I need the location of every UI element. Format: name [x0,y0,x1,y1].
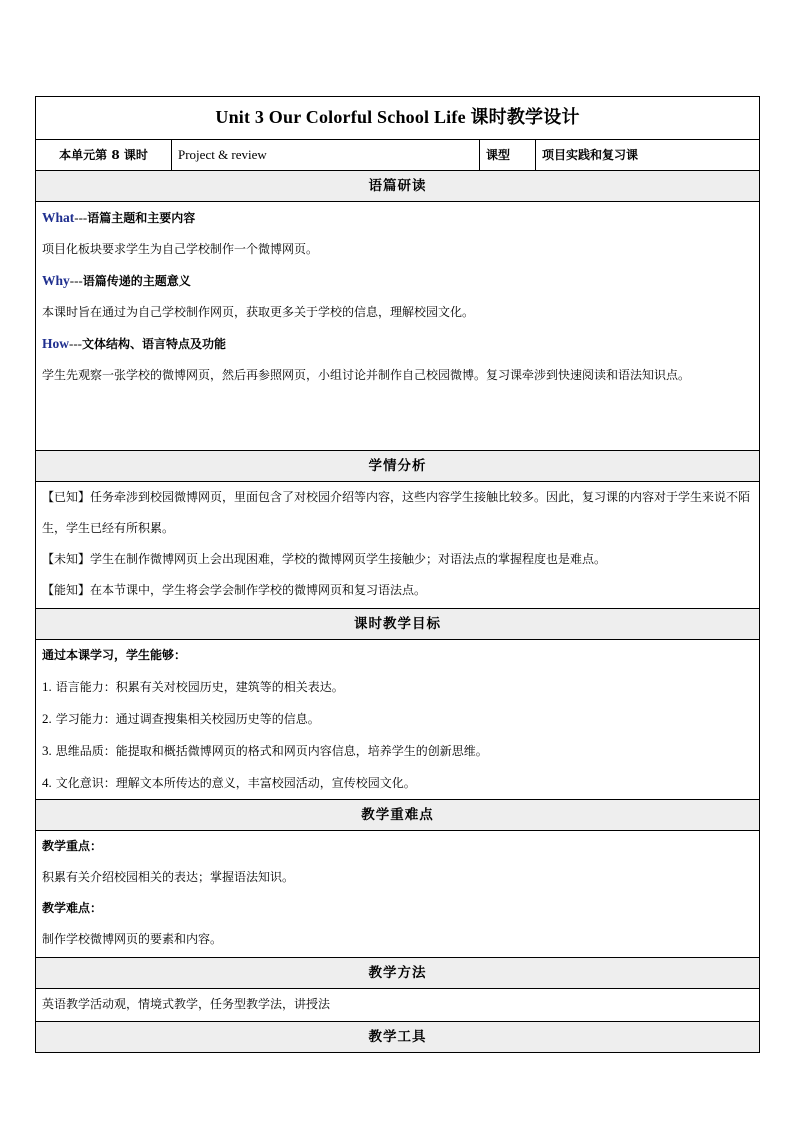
objective-item: 2. 学习能力：通过调查搜集相关校园历史等的信息。 [42,711,320,726]
focus-text: 积累有关介绍校园相关的表达；掌握语法知识。 [42,870,295,884]
how-heading [42,328,753,360]
section-header-reading: 语篇研读 [36,171,760,202]
lesson-type-label: 课型 [480,140,536,171]
analysis-able: 【能知】在本节课中，学生将会学会制作学校的微博网页和复习语法点。 [42,583,427,597]
reading-content [36,202,760,451]
lesson-plan-table [35,96,760,1053]
objectives-intro: 通过本课学习，学生能够： [42,648,187,662]
how-text: 学生先观察一张学校的微博网页，然后再参照网页，小组讨论并制作自己校园微博。复习课牵涉到快速阅读和语法知识点。 [42,368,691,382]
document-title: Unit 3 Our Colorful School Life 课时教学设计 [36,97,760,140]
why-text: 本课时旨在通过为自己学校制作网页，获取更多关于学校的信息，理解校园文化。 [42,305,475,319]
methods-content [36,989,760,1022]
why-separator: --- [69,273,83,288]
what-keyword: What [42,210,75,225]
section-header-tools: 教学工具 [36,1022,760,1053]
analysis-unknown: 【未知】学生在制作微博网页上会出现困难，学校的微博网页学生接触少；对语法点的掌握程度也是难点。 [42,552,607,566]
difficulty-text: 制作学校微博网页的要素和内容。 [42,932,223,946]
lesson-type-value: 项目实践和复习课 [536,140,760,171]
objectives-content [36,640,760,800]
objective-item: 3. 思维品质：能提取和概括微博网页的格式和网页内容信息，培养学生的创新思维。 [42,743,488,758]
section-header-objectives: 课时教学目标 [36,609,760,640]
what-separator: --- [74,210,88,225]
section-header-methods: 教学方法 [36,958,760,989]
keypoints-content [36,831,760,958]
focus-label: 教学重点： [42,839,103,853]
why-keyword: Why [42,273,70,288]
section-header-analysis: 学情分析 [36,451,760,482]
what-text: 项目化板块要求学生为自己学校制作一个微博网页。 [42,242,319,256]
section-header-keypoints: 教学重难点 [36,800,760,831]
what-heading [42,202,753,234]
objective-item: 4. 文化意识：理解文本所传达的意义，丰富校园活动，宣传校园文化。 [42,775,416,790]
lesson-number: 本单元第 8 课时 [36,140,172,171]
why-heading [42,265,753,297]
analysis-content [36,482,760,609]
what-title: 语篇主题和主要内容 [87,211,196,225]
lesson-info-row [36,140,760,171]
why-title: 语篇传递的主题意义 [82,274,191,288]
lesson-topic: Project & review [172,140,480,171]
lesson-plan-page [35,96,759,1053]
analysis-known: 【已知】任务牵涉到校园微博网页，里面包含了对校园介绍等内容，这些内容学生接触比较多。因此，复习课的内容对于学生来说不陌生，学生已经有所积累。 [42,490,751,535]
difficulty-label: 教学难点： [42,901,103,915]
objective-item: 1. 语言能力：积累有关对校园历史，建筑等的相关表达。 [42,679,344,694]
how-keyword: How [42,336,69,351]
how-title: 文体结构、语言特点及功能 [82,337,227,351]
methods-text: 英语教学活动观，情境式教学，任务型教学法，讲授法 [42,997,331,1011]
how-separator: --- [69,336,82,351]
